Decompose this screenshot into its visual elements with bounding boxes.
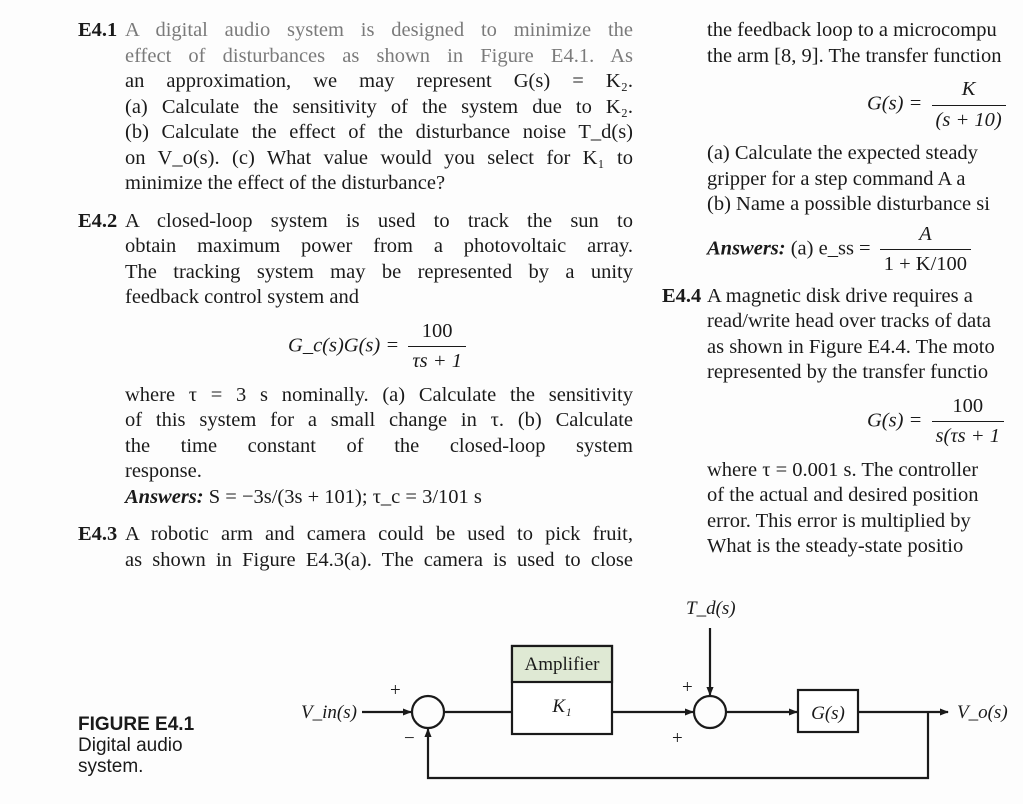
problem-text-line: (a) Calculate the sensitivity of the system due to K₂. bbox=[125, 95, 633, 118]
problem-text-line: as shown in Figure E4.4. The moto bbox=[707, 335, 995, 358]
figure-caption-title: FIGURE E4.1 bbox=[78, 714, 195, 735]
equation-lhs: G_c(s)G(s) = bbox=[288, 334, 400, 357]
fraction-denominator: τs + 1 bbox=[412, 350, 462, 372]
problem-number: E4.4 bbox=[662, 284, 702, 307]
answers-label: Answers: bbox=[707, 237, 786, 260]
figure-caption-line: Digital audio bbox=[78, 735, 183, 756]
input-label: V_in(s) bbox=[301, 702, 357, 723]
problem-text-line: (b) Calculate the effect of the disturbance noise T_d(s) bbox=[125, 121, 633, 143]
problem-text-line: gripper for a step command A a bbox=[707, 167, 966, 190]
sum1-plus-sign: + bbox=[390, 680, 401, 701]
problem-text-line: (b) Name a possible disturbance si bbox=[707, 193, 990, 215]
figure-caption-line: system. bbox=[78, 756, 144, 777]
problem-number: E4.2 bbox=[78, 209, 118, 232]
problem-text-line: (a) Calculate the expected steady bbox=[707, 142, 978, 164]
problem-text-line: of this system for a small change in τ. (b) Calculate bbox=[125, 409, 633, 431]
problem-text-line: where τ = 0.001 s. The controller bbox=[707, 458, 979, 481]
sum1-minus-sign: − bbox=[404, 728, 415, 749]
problem-text-line: as shown in Figure E4.3(a). The camera is used to close bbox=[125, 548, 633, 571]
equation-lhs: G(s) = bbox=[867, 409, 923, 432]
disturbance-label: T_d(s) bbox=[686, 598, 736, 619]
answers-prefix: (a) e_ss = bbox=[790, 237, 871, 260]
sum2-plus-bottom-sign: + bbox=[672, 728, 683, 749]
problem-text-line: obtain maximum power from a photovoltaic array. bbox=[125, 235, 633, 257]
problem-text-line: on V_o(s). (c) What value would you select for K₁ to bbox=[125, 146, 633, 169]
problem-text-line: the feedback loop to a microcompu bbox=[707, 19, 997, 41]
problem-text-line: minimize the effect of the disturbance? bbox=[125, 172, 446, 194]
summing-junction-2 bbox=[694, 696, 726, 728]
answers-text: S = −3s/(3s + 101); τ_c = 3/101 s bbox=[208, 485, 482, 508]
plant-label: G(s) bbox=[811, 703, 845, 724]
problem-number: E4.1 bbox=[78, 19, 118, 41]
problem-text-line: The tracking system may be represented by a unity bbox=[125, 260, 633, 283]
problem-number: E4.3 bbox=[78, 523, 118, 545]
gain-label: K₁ bbox=[552, 696, 572, 717]
problem-text-line: A magnetic disk drive requires a bbox=[707, 284, 973, 307]
answers-label: Answers: bbox=[125, 485, 204, 508]
output-label: V_o(s) bbox=[957, 702, 1008, 723]
fraction-numerator: 100 bbox=[408, 319, 466, 348]
problem-text-line: read/write head over tracks of data bbox=[707, 310, 992, 332]
fraction-denominator: 1 + K/100 bbox=[883, 253, 968, 275]
problem-text-line: represented by the transfer functio bbox=[707, 361, 989, 383]
amplifier-label: Amplifier bbox=[524, 654, 600, 675]
problem-text-line: A digital audio system is designed to minimize the bbox=[125, 19, 633, 41]
sum2-plus-top-sign: + bbox=[682, 677, 693, 698]
problem-text-line: feedback control system and bbox=[125, 286, 359, 308]
problem-text-line: the arm [8, 9]. The transfer function bbox=[707, 44, 1002, 67]
problem-text-line: error. This error is multiplied by bbox=[707, 509, 971, 532]
summing-junction-1 bbox=[412, 696, 444, 728]
problem-text-line: of the actual and desired position bbox=[707, 484, 979, 506]
problem-text-line: A robotic arm and camera could be used to pick fruit, bbox=[125, 523, 633, 545]
fraction-denominator: s(τs + 1 bbox=[935, 425, 1000, 447]
problem-text-line: the time constant of the closed-loop system bbox=[125, 434, 633, 457]
problem-text-line: response. bbox=[125, 460, 202, 482]
fraction-numerator: 100 bbox=[932, 394, 1004, 423]
fraction-numerator: A bbox=[880, 222, 971, 251]
fraction-denominator: (s + 10) bbox=[935, 108, 1002, 131]
equation-lhs: G(s) = bbox=[867, 92, 923, 115]
problem-text-line: an approximation, we may represent G(s) = K₂. bbox=[125, 70, 633, 92]
problem-text-line: A closed-loop system is used to track the sun to bbox=[125, 209, 633, 232]
fraction-numerator: K bbox=[932, 77, 1006, 106]
problem-text-line: What is the steady-state positio bbox=[707, 535, 964, 557]
problem-text-line: effect of disturbances as shown in Figure E4.1. As bbox=[125, 44, 633, 67]
problem-text-line: where τ = 3 s nominally. (a) Calculate the sensitivity bbox=[125, 383, 633, 406]
